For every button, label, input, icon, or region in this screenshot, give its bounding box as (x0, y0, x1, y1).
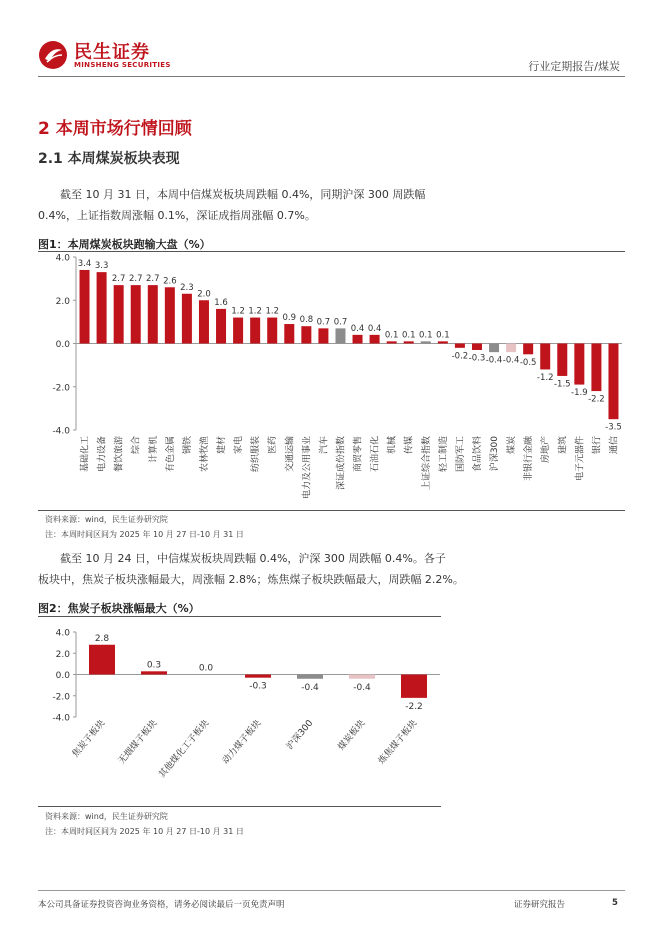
data-label: -0.3 (468, 353, 486, 364)
category-label: 石油石化 (370, 436, 381, 473)
footer-report-label: 证券研究报告 (514, 900, 566, 910)
category-label: 煤炭板块 (336, 718, 368, 753)
category-label: 建材 (217, 436, 228, 455)
data-label: 0.3 (146, 660, 162, 671)
bar (141, 671, 167, 674)
category-label: 上证综合指数 (421, 436, 432, 491)
data-label: 2.8 (94, 633, 110, 644)
bar (370, 335, 380, 344)
data-label: 0.0 (198, 663, 214, 674)
category-label: 交通运输 (285, 436, 296, 473)
data-label: -1.5 (553, 379, 571, 390)
figure-2-source: 资料来源：wind，民生证券研究院 (45, 812, 168, 821)
y-tick-label: 4.0 (55, 253, 70, 264)
figure-1-bottom-rule (38, 510, 625, 511)
paragraph-2 (38, 548, 618, 590)
header-divider (38, 76, 625, 77)
subsection-title: 2.1 本周煤炭板块表现 (38, 151, 180, 167)
category-label: 沪深300 (285, 718, 316, 752)
bar (574, 344, 584, 385)
category-label: 医药 (268, 436, 279, 455)
bar (353, 335, 363, 344)
minsheng-logo-icon (38, 40, 68, 70)
data-label: 2.6 (163, 276, 177, 287)
data-label: 0.9 (282, 313, 297, 324)
bar (349, 675, 375, 679)
figure-2-note: 注：本周时间区间为 2025 年 10 月 27 日-10 月 31 日 (45, 827, 244, 836)
bar (608, 344, 618, 420)
data-label: 2.7 (128, 274, 143, 285)
footer-divider (38, 890, 625, 891)
data-label: 2.7 (146, 274, 160, 285)
y-tick-label: 4.0 (55, 628, 70, 639)
category-label: 家电 (234, 436, 245, 455)
bar (335, 328, 345, 343)
data-label: 2.0 (197, 289, 211, 300)
data-label: -1.9 (571, 388, 588, 399)
bar (472, 344, 482, 350)
data-label: 0.1 (419, 330, 433, 341)
figure-1-source: 资料来源：wind，民生证券研究院 (45, 515, 168, 524)
bar (245, 675, 271, 678)
category-label: 基础化工 (80, 436, 91, 473)
bar (148, 285, 158, 343)
paragraph-2-line-2: 板块中，焦炭子板块涨幅最大，周涨幅 2.8%；炼焦煤子板块跌幅最大，周跌幅 2.2%。 (38, 573, 464, 586)
category-label: 国防军工 (455, 436, 466, 473)
bar (591, 344, 601, 392)
figure-2-chart (38, 617, 443, 803)
bar (540, 344, 550, 370)
bar (233, 318, 243, 344)
paragraph-1 (38, 184, 618, 226)
footer-disclaimer: 本公司具备证券投资咨询业务资格，请务必阅读最后一页免责声明 (38, 900, 285, 910)
category-label: 通信 (609, 436, 620, 455)
logo-text-cn: 民生证券 (74, 42, 150, 63)
y-tick-label: 2.0 (55, 296, 70, 307)
bar (250, 318, 260, 344)
data-label: -2.2 (588, 394, 605, 405)
data-label: 0.4 (350, 323, 365, 334)
bar (297, 675, 323, 679)
category-label: 机械 (387, 436, 398, 455)
bar (182, 294, 192, 344)
bar (131, 285, 141, 343)
category-label: 建筑 (558, 436, 569, 455)
category-label: 综合 (131, 436, 142, 455)
bar (489, 344, 499, 353)
bar (199, 300, 209, 343)
bar (216, 309, 226, 344)
paragraph-2-line-1: 截至 10 月 24 日，中信煤炭板块周跌幅 0.4%，沪深 300 周跌幅 0.4%。各子 (60, 552, 446, 565)
figure-2-bottom-rule (38, 806, 441, 807)
data-label: -2.2 (405, 701, 423, 712)
data-label: 1.2 (265, 306, 279, 317)
y-tick-label: -2.0 (52, 692, 70, 703)
bar (401, 675, 427, 698)
paragraph-1-line-2: 0.4%，上证指数周涨幅 0.1%，深证成指周涨幅 0.7%。 (38, 209, 316, 222)
data-label: -0.4 (485, 355, 503, 366)
category-label: 深证成份指数 (336, 436, 347, 491)
bar (404, 341, 414, 343)
category-label: 纺织服装 (251, 436, 262, 473)
y-tick-label: -4.0 (52, 426, 70, 437)
data-label: 0.4 (367, 323, 382, 334)
category-label: 餐饮旅游 (114, 436, 125, 473)
data-label: 3.4 (77, 258, 92, 269)
y-tick-label: 0.0 (55, 340, 70, 350)
data-label: 0.1 (401, 330, 416, 341)
data-label: 3.3 (94, 261, 109, 272)
bar (318, 328, 328, 343)
paragraph-1-line-1: 截至 10 月 31 日，本周中信煤炭板块周跌幅 0.4%，同期沪深 300 周跌幅 (60, 188, 426, 201)
figure-1-note: 注：本周时间区间为 2025 年 10 月 27 日-10 月 31 日 (45, 530, 244, 539)
figure-1-title: 图1：本周煤炭板块跑输大盘（%） (38, 238, 211, 251)
y-tick-label: -2.0 (52, 383, 70, 394)
y-tick-label: 2.0 (55, 649, 70, 660)
bar (301, 326, 311, 343)
category-label: 焦炭子板块 (70, 718, 108, 760)
category-label: 沪深300 (490, 436, 501, 472)
y-tick-label: 0.0 (55, 671, 70, 681)
bar (506, 344, 516, 353)
data-label: 0.1 (436, 330, 450, 341)
data-label: 1.2 (248, 306, 262, 317)
category-label: 农林牧渔 (199, 436, 210, 473)
category-label: 有色金属 (165, 436, 176, 473)
category-label: 电力设备 (97, 436, 108, 473)
data-label: -0.2 (451, 351, 469, 362)
data-label: -0.4 (502, 355, 520, 366)
bar (455, 344, 465, 348)
category-label: 动力煤子板块 (220, 718, 264, 767)
bar (97, 272, 107, 343)
category-label: 电力及公用事业 (302, 436, 313, 500)
bar (523, 344, 533, 355)
data-label: 0.8 (299, 315, 314, 326)
page-number: 5 (612, 898, 618, 908)
data-label: 1.2 (231, 306, 245, 317)
report-type-label: 行业定期报告/煤炭 (528, 60, 620, 73)
category-label: 无烟煤子板块 (116, 718, 160, 767)
category-label: 钢铁 (182, 436, 193, 455)
category-label: 轻工制造 (438, 436, 449, 473)
section-title: 2 本周市场行情回顾 (38, 119, 192, 139)
data-label: -0.5 (519, 357, 537, 368)
bar (387, 341, 397, 343)
category-label: 商贸零售 (353, 436, 364, 473)
data-label: 2.7 (111, 274, 126, 285)
data-label: 1.6 (214, 297, 228, 308)
data-label: 2.3 (180, 282, 194, 293)
bar (80, 270, 90, 344)
logo-text-en: MINSHENG SECURITIES (74, 61, 171, 69)
category-label: 非银行金融 (524, 436, 535, 482)
data-label: 0.7 (333, 317, 348, 328)
data-label: -0.4 (353, 682, 371, 693)
figure-1-chart (38, 252, 628, 508)
bar (557, 344, 567, 376)
category-label: 银行 (592, 436, 603, 455)
bar (89, 645, 115, 675)
bar (165, 287, 175, 343)
category-label: 汽车 (319, 436, 330, 455)
category-label: 食品饮料 (472, 436, 483, 473)
data-label: -1.2 (536, 372, 554, 383)
category-label: 电子元器件 (575, 436, 586, 482)
bar (267, 318, 277, 344)
category-label: 其他煤化工子板块 (157, 718, 212, 781)
category-label: 煤炭 (507, 436, 518, 455)
bar (421, 341, 431, 343)
bar (114, 285, 124, 343)
bar (438, 341, 448, 343)
data-label: 0.7 (316, 317, 331, 328)
data-label: -0.3 (249, 681, 267, 692)
category-label: 房地产 (541, 436, 552, 464)
category-label: 炼焦煤子板块 (376, 718, 420, 767)
data-label: -0.4 (301, 682, 319, 693)
category-label: 计算机 (148, 436, 159, 464)
bar (284, 324, 294, 343)
figure-2-title: 图2：焦炭子板块涨幅最大（%） (38, 602, 200, 615)
data-label: -3.5 (605, 422, 622, 433)
y-tick-label: -4.0 (52, 713, 70, 724)
category-label: 传媒 (404, 436, 415, 455)
data-label: 0.1 (384, 330, 399, 341)
